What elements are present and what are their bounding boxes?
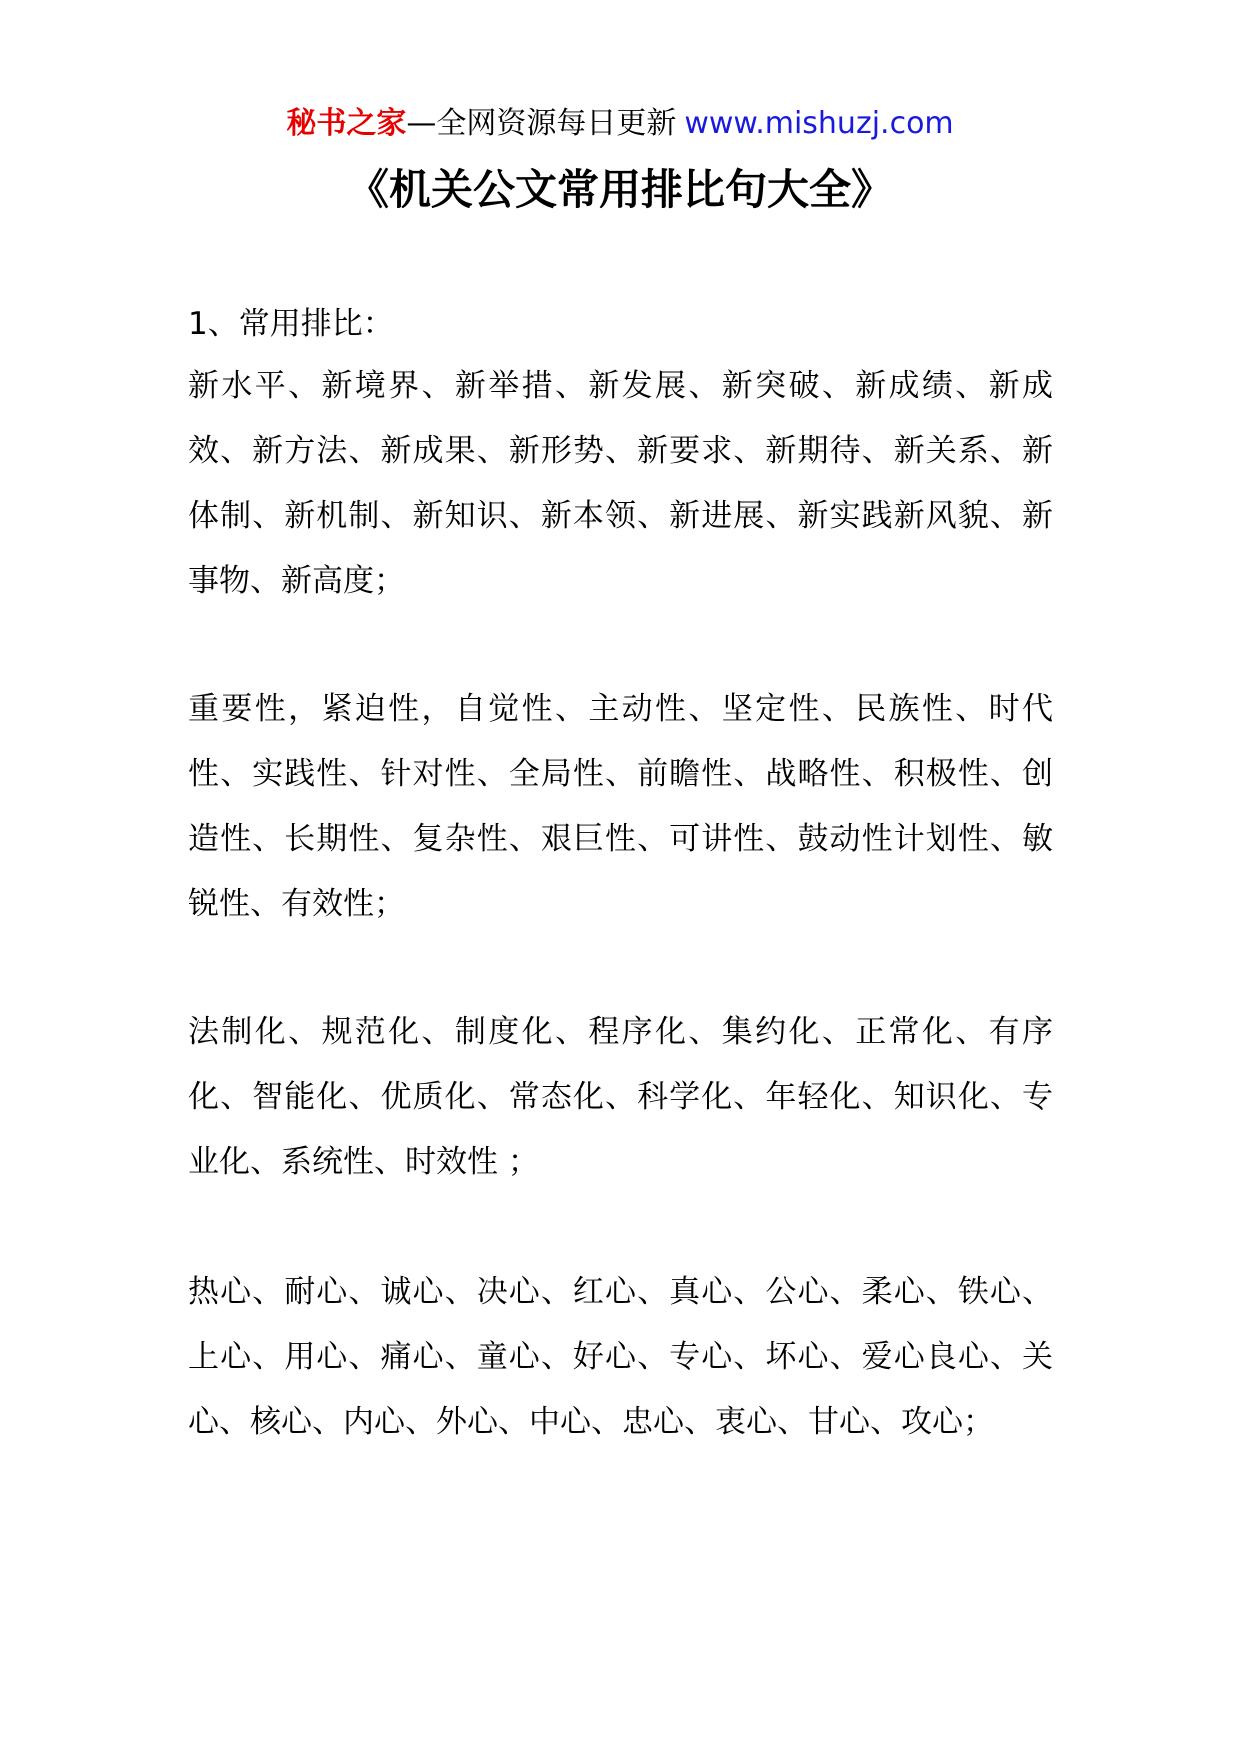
document-title: 《机关公文常用排比句大全》: [346, 165, 893, 214]
paragraph-new-terms: 新水平、新境界、新举措、新发展、新突破、新成绩、新成效、新方法、新成果、新形势、新要求、新期待、新关系、新体制、新机制、新知识、新本领、新进展、新实践新风貌、新事物、新高度；: [188, 368, 1053, 599]
site-header: [0, 104, 1240, 144]
site-brand: 秘书之家: [286, 106, 407, 141]
section-heading: 1、常用排比：: [188, 306, 394, 342]
paragraph-xing-terms: 重要性，紧迫性，自觉性、主动性、坚定性、民族性、时代性、实践性、针对性、全局性、前瞻性、战略性、积极性、创造性、长期性、复杂性、艰巨性、可讲性、鼓动性计划性、敏锐性、有效性；: [188, 691, 1053, 922]
paragraph-xin-terms: 热心、耐心、诚心、决心、红心、真心、公心、柔心、铁心、上心、用心、痛心、童心、好心、专心、坏心、爱心良心、关心、核心、内心、外心、中心、忠心、衷心、甘心、攻心；: [188, 1274, 1053, 1440]
site-url-link[interactable]: www.mishuzj.com: [684, 106, 954, 141]
site-tagline: —全网资源每日更新: [406, 106, 677, 141]
paragraph-hua-terms: 法制化、规范化、制度化、程序化、集约化、正常化、有序化、智能化、优质化、常态化、科学化、年轻化、知识化、专业化、系统性、时效性 ；: [188, 1014, 1053, 1180]
